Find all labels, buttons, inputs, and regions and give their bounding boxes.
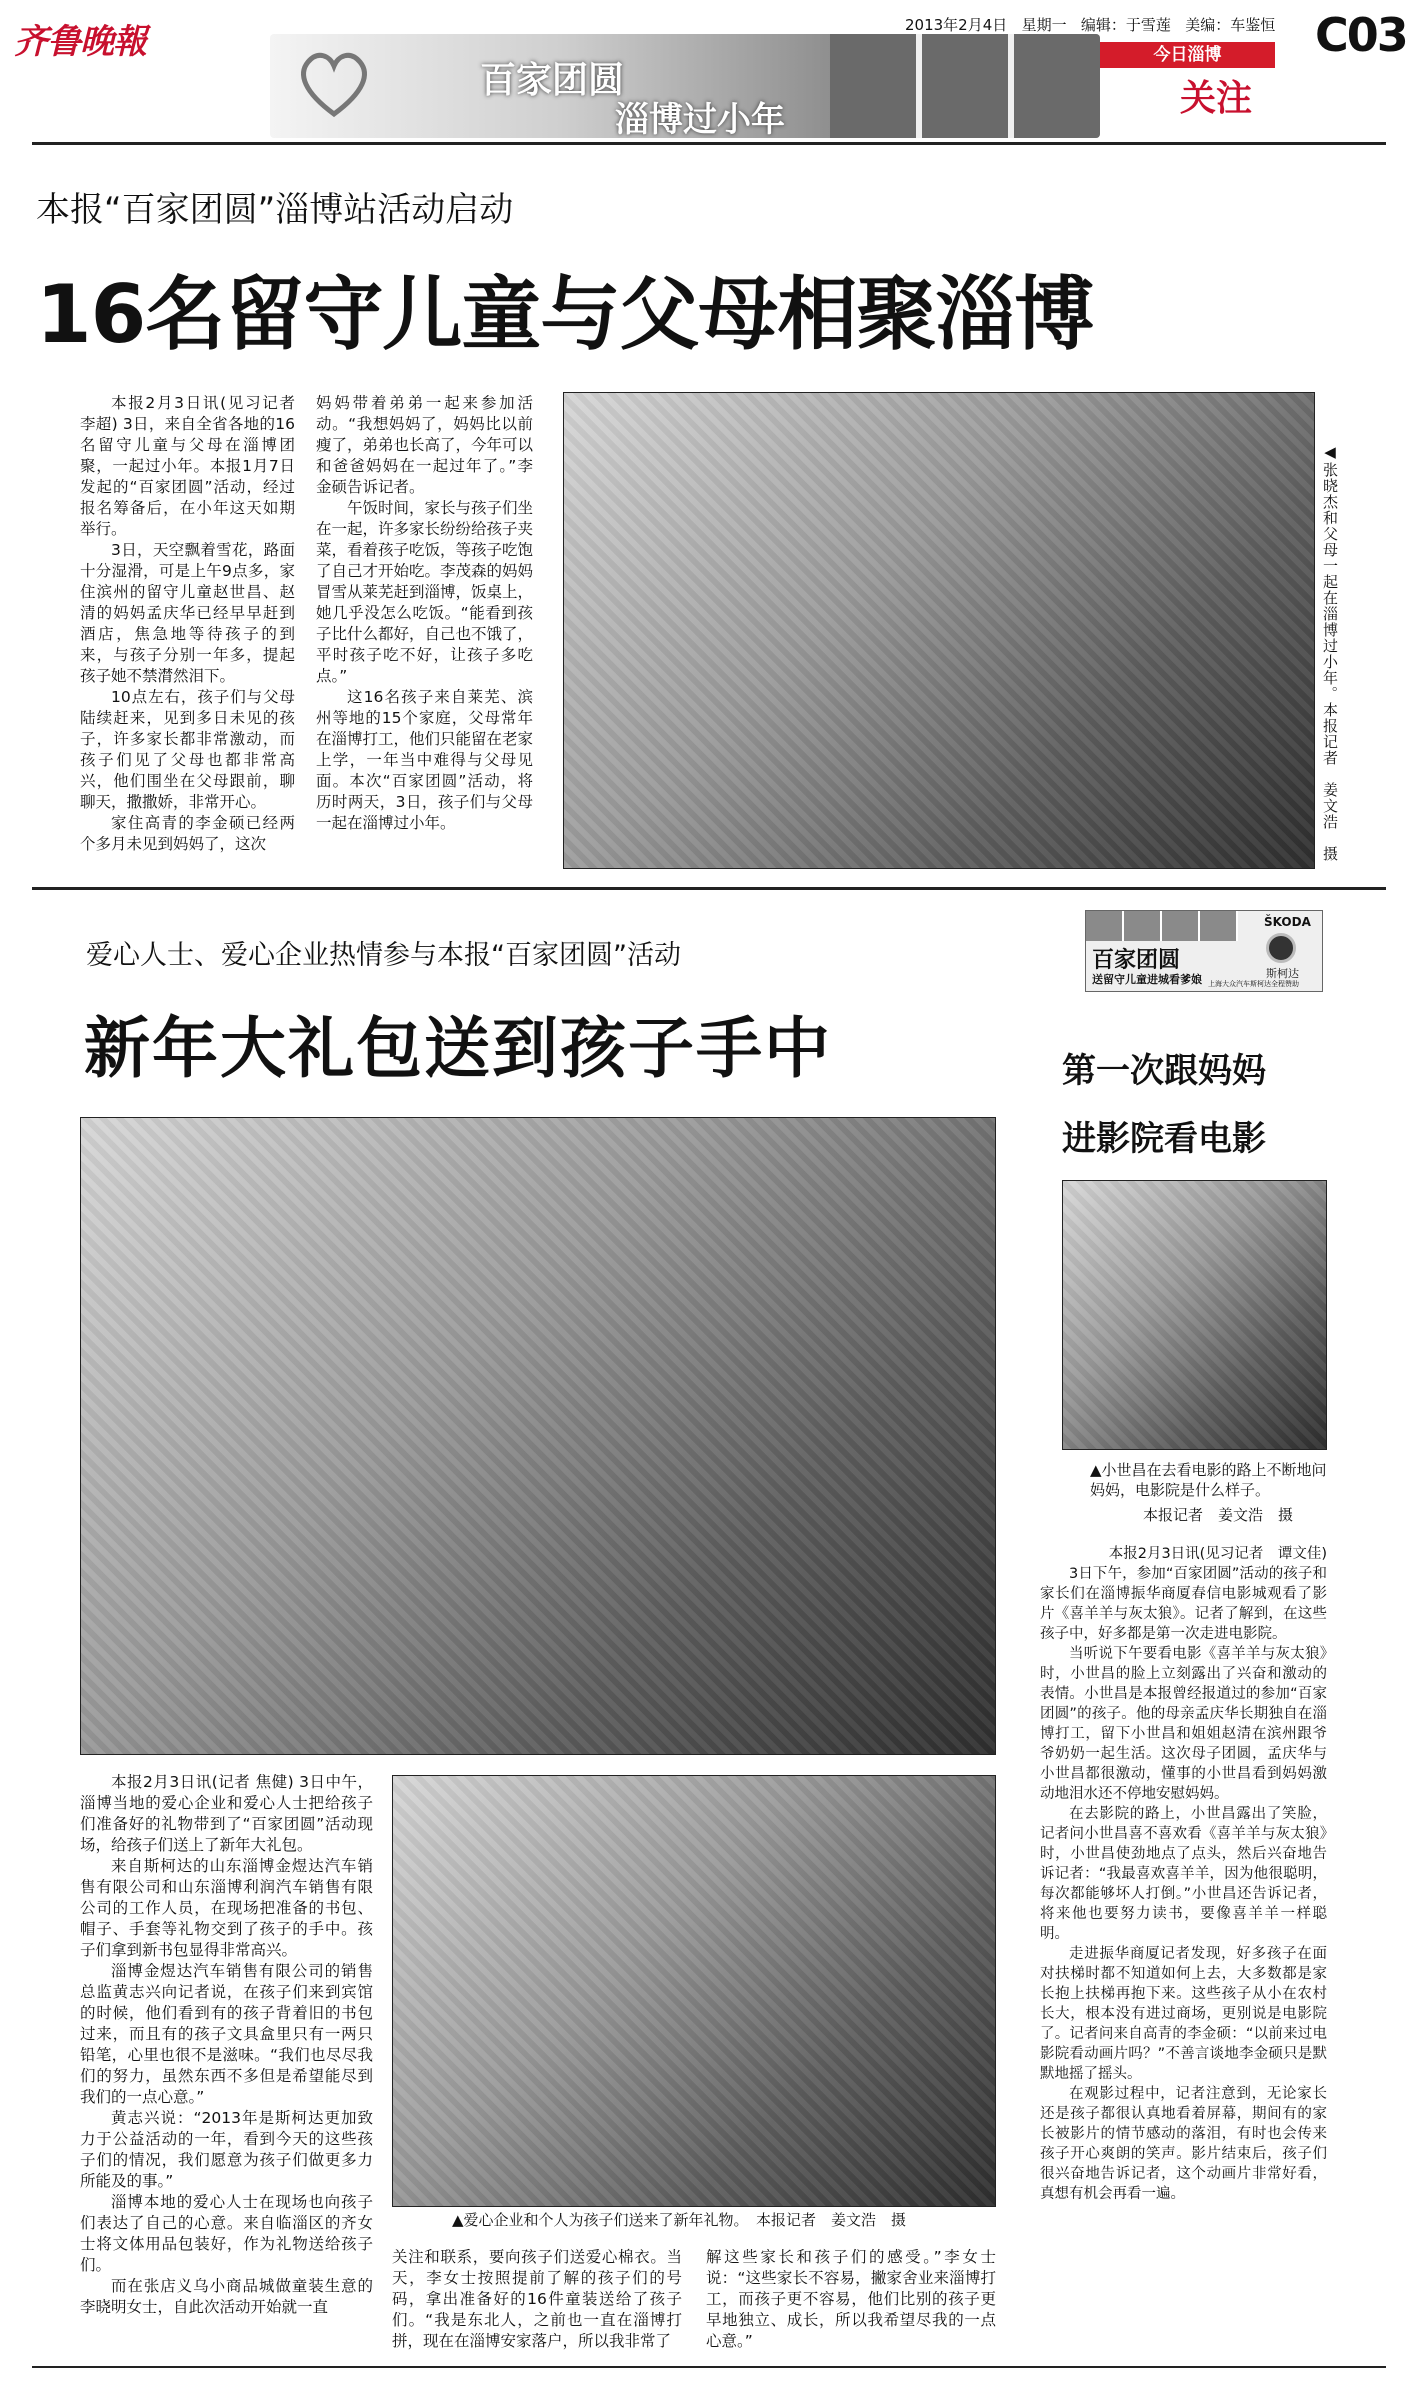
story3-promo-box <box>1085 910 1323 992</box>
story1-headline: 16名留守儿童与父母相聚淄博 <box>36 268 1094 361</box>
banner-subtitle: 淄博过小年 <box>615 100 785 138</box>
story1-bottom-rule <box>32 887 1386 890</box>
header-banner <box>270 34 1100 138</box>
promo-title: 百家团圆 <box>1092 948 1181 973</box>
story3-photo-caption: ▲小世昌在去看电影的路上不断地问妈妈，电影院是什么样子。 <box>1090 1461 1327 1499</box>
banner-children-photos <box>830 34 1100 138</box>
story2-photo-caption: ▲爱心企业和个人为孩子们送来了新年礼物。 本报记者 姜文浩 摄 <box>452 2211 907 2229</box>
skoda-logo-icon <box>1266 933 1296 963</box>
sponsor-name: 斯柯达 <box>1266 967 1299 980</box>
story1-column-2: 妈妈带着弟弟一起来参加活动。“我想妈妈了，妈妈比以前瘦了，弟弟也长高了，今年可以和爸爸妈妈在一起过年了。”李金硕告诉记者。 午饭时间，家长与孩子们坐在一起，许多家长纷纷给孩子夹菜，看着孩子吃饭，等孩子吃饱了自己才开始吃。李茂森的妈妈冒雪从莱芜赶到淄博，饭桌上，她几乎没怎么吃饭。“能看到孩子比什么都好，自己也不饿了，平时孩子吃不好，让孩子多吃点。” 这16名孩子来自莱芜、滨州等地的15个家庭，父母常年在淄博打工，他们只能留在老家上学，一年当中难得与父母见面。本次“百家团圆”活动，将历时两天，3日，孩子们与父母一起在淄博过小年。 <box>316 394 534 832</box>
issue-weekday: 星期一 <box>1021 16 1067 34</box>
story1-family-photo <box>563 392 1315 869</box>
story2-gift-photo <box>392 1775 996 2207</box>
story2-headline: 新年大礼包送到孩子手中 <box>84 1010 832 1087</box>
story2-column-3: 解这些家长和孩子们的感受。”李女士说：“这些家长不容易，撇家舍业来淄博打工，而孩子更不容易，他们比别的孩子更早地独立、成长，所以我希望尽我的一点心意。” <box>706 2248 996 2350</box>
story2-kicker: 爱心人士、爱心企业热情参与本报“百家团圆”活动 <box>86 940 681 971</box>
story3-headline-1: 第一次跟妈妈 <box>1062 1051 1266 1091</box>
sponsor-brand: ŠKODA <box>1264 915 1311 929</box>
story3-byline: 本报2月3日讯(见习记者 谭文佳) <box>1108 1546 1327 1562</box>
story2-group-photo <box>80 1117 996 1755</box>
story2-column-2: 关注和联系，要向孩子们送爱心棉衣。当天，李女士按照提前了解的孩子们的号码，拿出准备好的16件童装送给了孩子们。“我是东北人，之前也一直在淄博打拼，现在在淄博安家落户，所以我非常了 <box>392 2248 682 2350</box>
masthead-rule <box>32 142 1386 145</box>
banner-title: 百家团圆 <box>480 60 625 101</box>
story1-kicker: 本报“百家团圆”淄博站活动启动 <box>36 190 514 230</box>
story3-body: 本报2月3日讯(见习记者 谭文佳) 3日下午，参加“百家团圆”活动的孩子和家长们在淄博振华商厦春信电影城观看了影片《喜羊羊与灰太狼》。记者了解到，在这些孩子中，好多都是第一次走进电影院。 当听说下午要看电影《喜羊羊与灰太狼》时，小世昌的脸上立刻露出了兴奋和激动的表情。小世昌是本报曾经报道过的参加“百家团圆”的孩子。他的母亲孟庆华长期独自在淄博打工，留下小世昌和姐姐赵清在滨州跟爷爷奶奶一起生活。这次母子团圆，孟庆华与小世昌都很激动，懂事的小世昌看到妈妈激动地泪水还不停地安慰妈妈。 在去影院的路上，小世昌露出了笑脸，记者问小世昌喜不喜欢看《喜羊羊与灰太狼》时，小世昌使劲地点了点头，然后兴奋地告诉记者：“我最喜欢喜羊羊，因为他很聪明，每次都能够坏人打倒。”小世昌还告诉记者，将来他也要努力读书，要像喜羊羊一样聪明。 走进振华商厦记者发现，好多孩子在面对扶梯时都不知道如何上去，大多数都是家长抱上扶梯再抱下来。这些孩子从小在农村长大，根本没有进过商场，更别说是电影院了。记者问来自高青的李金硕：“以前来过电影院看动画片吗？”不善言谈地李金硕只是默默地摇了摇头。 在观影过程中，记者注意到，无论家长还是孩子都很认真地看着屏幕，期间有的家长被影片的情节感动的落泪，有时也会传来孩子开心爽朗的笑声。影片结束后，孩子们很兴奋地告诉记者，这个动画片非常好看，真想有机会再看一遍。 <box>1040 1546 1327 2202</box>
page-bottom-rule <box>32 2366 1386 2368</box>
story1-column-1: 本报2月3日讯(见习记者 李超) 3日，来自全省各地的16名留守儿童与父母在淄博团聚，一起过小年。本报1月7日发起的“百家团圆”活动，经过报名筹备后，在小年这天如期举行。 3日，天空飘着雪花，路面十分湿滑，可是上午9点多，家住滨州的留守儿童赵世昌、赵清的妈妈孟庆华已经早早赶到酒店，焦急地等待孩子的到来，与孩子分别一年多，提起孩子她不禁潸然泪下。 10点左右，孩子们与父母陆续赶来，见到多日未见的孩子，许多家长都非常激动，而孩子们见了父母也都非常高兴，他们围坐在父母跟前，聊聊天，撒撒娇，非常开心。 家住高青的李金硕已经两个多月未见到妈妈了，这次 <box>80 394 295 853</box>
story2-column-1: 本报2月3日讯(记者 焦健) 3日中午，淄博当地的爱心企业和爱心人士把给孩子们准备好的礼物带到了“百家团圆”活动现场，给孩子们送上了新年大礼包。 来自斯柯达的山东淄博金煜达汽车销售有限公司和山东淄博利润汽车销售有限公司的工作人员，在现场把准备的书包、帽子、手套等礼物交到了孩子的手中。孩子们拿到新书包显得非常高兴。 淄博金煜达汽车销售有限公司的销售总监黄志兴向记者说，在孩子们来到宾馆的时候，他们看到有的孩子背着旧的书包过来，而且有的孩子文具盒里只有一两只铅笔，心里也很不是滋味。“我们也尽尽我们的努力，虽然东西不多但是希望能尽到我们的一点心意。” 黄志兴说：“2013年是斯柯达更加致力于公益活动的一年，看到今天的这些孩子们的情况，我们愿意为孩子们做更多力所能及的事。” 淄博本地的爱心人士在现场也向孩子们表达了自己的心意。来自临淄区的齐女士将文体用品包装好，作为礼物送给孩子们。 而在张店义乌小商品城做童装生意的李晓明女士，自此次活动开始就一直 <box>80 1773 373 2316</box>
editor-credit: 编辑：于雪莲 <box>1080 16 1171 34</box>
issue-date: 2013年2月4日 <box>905 16 1008 34</box>
header-meta <box>905 14 1325 35</box>
promo-children-strip <box>1086 911 1238 941</box>
page-number: C03 <box>1315 8 1407 62</box>
designer-credit: 美编：车鉴恒 <box>1185 16 1276 34</box>
promo-subtitle: 送留守儿童进城看爹娘 <box>1092 973 1202 986</box>
sponsor-line: 上海大众汽车斯柯达全程赞助 <box>1208 980 1299 988</box>
story3-bus-photo <box>1062 1180 1327 1450</box>
heart-icon <box>294 44 374 124</box>
story3-headline-2: 进影院看电影 <box>1062 1119 1266 1159</box>
newspaper-logo: 齐鲁晚報 <box>14 22 146 62</box>
subsection-label: 关注 <box>1180 78 1253 119</box>
story1-photo-caption: ◀张晓杰和父母一起在淄博过小年。本报记者 姜文浩 摄 <box>1321 443 1339 862</box>
section-label: 今日淄博 <box>1100 42 1275 68</box>
story3-photo-credit: 本报记者 姜文浩 摄 <box>1143 1506 1294 1524</box>
